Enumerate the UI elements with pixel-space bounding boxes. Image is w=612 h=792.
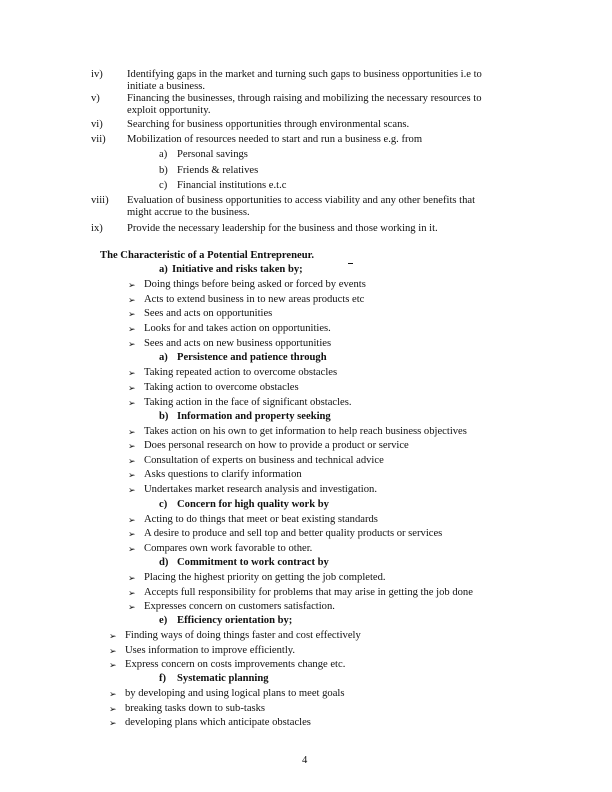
bullet-item: by developing and using logical plans to meet goals	[125, 688, 345, 699]
characteristic-heading: Commitment to work contract by	[177, 557, 329, 568]
bullet-arrow-icon: ➢	[109, 631, 117, 641]
bullet-arrow-icon: ➢	[128, 515, 136, 525]
list-item-text: exploit opportunity.	[127, 105, 211, 116]
list-item-text: initiate a business.	[127, 81, 205, 92]
bullet-arrow-icon: ➢	[128, 427, 136, 437]
bullet-item: Placing the highest priority on getting the job completed.	[144, 572, 386, 583]
bullet-item: Acts to extend business in to new areas products etc	[144, 294, 365, 305]
list-numeral: iv)	[91, 69, 103, 80]
sub-item-text: Friends & relatives	[177, 165, 259, 176]
sub-item-text: Financial institutions e.t.c	[177, 180, 287, 191]
bullet-item: Finding ways of doing things faster and cost effectively	[125, 630, 361, 641]
bullet-item: Sees and acts on new business opportunities	[144, 338, 332, 349]
bullet-arrow-icon: ➢	[109, 718, 117, 728]
bullet-item: Undertakes market research analysis and investigation.	[144, 484, 377, 495]
list-item-text: Financing the businesses, through raising and mobilizing the necessary resources to	[127, 93, 482, 104]
bullet-arrow-icon: ➢	[128, 588, 136, 598]
bullet-item: Takes action on his own to get information to help reach business objectives	[144, 426, 467, 437]
characteristic-marker: f)	[159, 673, 167, 684]
list-numeral: viii)	[91, 195, 109, 206]
characteristic-marker: d)	[159, 557, 169, 568]
list-item-text: Searching for business opportunities through environmental scans.	[127, 119, 410, 130]
bullet-arrow-icon: ➢	[128, 280, 136, 290]
sub-item-marker: c)	[159, 180, 168, 191]
bullet-arrow-icon: ➢	[109, 646, 117, 656]
list-item-text: Mobilization of resources needed to start and run a business e.g. from	[127, 134, 423, 145]
list-numeral: ix)	[91, 223, 103, 234]
bullet-item: Acting to do things that meet or beat existing standards	[144, 514, 378, 525]
bullet-item: Express concern on costs improvements change etc.	[125, 659, 346, 670]
characteristic-heading: Information and property seeking	[177, 411, 331, 422]
bullet-arrow-icon: ➢	[109, 704, 117, 714]
bullet-arrow-icon: ➢	[128, 602, 136, 612]
bullet-arrow-icon: ➢	[128, 368, 136, 378]
bullet-arrow-icon: ➢	[128, 383, 136, 393]
characteristic-marker: e)	[159, 615, 168, 626]
bullet-arrow-icon: ➢	[128, 295, 136, 305]
bullet-item: breaking tasks down to sub-tasks	[125, 703, 266, 714]
bullet-arrow-icon: ➢	[128, 544, 136, 554]
bullet-item: Does personal research on how to provide a product or service	[144, 440, 409, 451]
bullet-item: Looks for and takes action on opportunities.	[144, 323, 331, 334]
bullet-arrow-icon: ➢	[128, 441, 136, 451]
bullet-arrow-icon: ➢	[109, 660, 117, 670]
bullet-arrow-icon: ➢	[128, 529, 136, 539]
list-item-text: Identifying gaps in the market and turning such gaps to business opportunities i.e to	[127, 69, 482, 80]
characteristic-heading: Efficiency orientation by;	[177, 615, 293, 626]
characteristic-marker: a)	[159, 352, 168, 363]
characteristic-heading: Concern for high quality work by	[177, 499, 329, 510]
bullet-item: Taking repeated action to overcome obstacles	[144, 367, 338, 378]
title-underline-mark	[348, 263, 353, 264]
list-numeral: vii)	[91, 134, 106, 145]
bullet-item: Accepts full responsibility for problems that may arise in getting the job done	[144, 587, 473, 598]
characteristic-heading: Systematic planning	[177, 673, 269, 684]
list-numeral: vi)	[91, 119, 103, 130]
characteristic-marker: c)	[159, 499, 168, 510]
bullet-arrow-icon: ➢	[128, 485, 136, 495]
bullet-item: Doing things before being asked or forced by events	[144, 279, 366, 290]
list-item-text: might accrue to the business.	[127, 207, 250, 218]
bullet-arrow-icon: ➢	[128, 339, 136, 349]
sub-item-text: Personal savings	[177, 149, 248, 160]
bullet-arrow-icon: ➢	[128, 309, 136, 319]
list-numeral: v)	[91, 93, 100, 104]
bullet-item: Compares own work favorable to other.	[144, 543, 313, 554]
list-item-text: Provide the necessary leadership for the business and those working in it.	[127, 223, 438, 234]
bullet-item: Expresses concern on customers satisfaction.	[144, 601, 335, 612]
characteristic-heading: Initiative and risks taken by;	[172, 264, 303, 275]
bullet-item: Consultation of experts on business and technical advice	[144, 455, 384, 466]
bullet-arrow-icon: ➢	[128, 324, 136, 334]
bullet-item: Taking action in the face of significant obstacles.	[144, 397, 352, 408]
list-item-text: Evaluation of business opportunities to access viability and any other benefits that	[127, 195, 476, 206]
characteristic-heading: Persistence and patience through	[177, 352, 327, 363]
page-number: 4	[302, 755, 308, 766]
bullet-item: Uses information to improve efficiently.	[125, 645, 296, 656]
bullet-arrow-icon: ➢	[109, 689, 117, 699]
bullet-arrow-icon: ➢	[128, 470, 136, 480]
characteristic-marker: a)	[159, 264, 168, 275]
bullet-item: developing plans which anticipate obstacles	[125, 717, 311, 728]
bullet-item: Sees and acts on opportunities	[144, 308, 273, 319]
bullet-item: Asks questions to clarify information	[144, 469, 302, 480]
bullet-item: A desire to produce and sell top and better quality products or services	[144, 528, 443, 539]
bullet-item: Taking action to overcome obstacles	[144, 382, 299, 393]
bullet-arrow-icon: ➢	[128, 398, 136, 408]
section-title: The Characteristic of a Potential Entrepreneur.	[100, 250, 315, 261]
sub-item-marker: b)	[159, 165, 168, 176]
characteristic-marker: b)	[159, 411, 169, 422]
sub-item-marker: a)	[159, 149, 168, 160]
bullet-arrow-icon: ➢	[128, 573, 136, 583]
bullet-arrow-icon: ➢	[128, 456, 136, 466]
